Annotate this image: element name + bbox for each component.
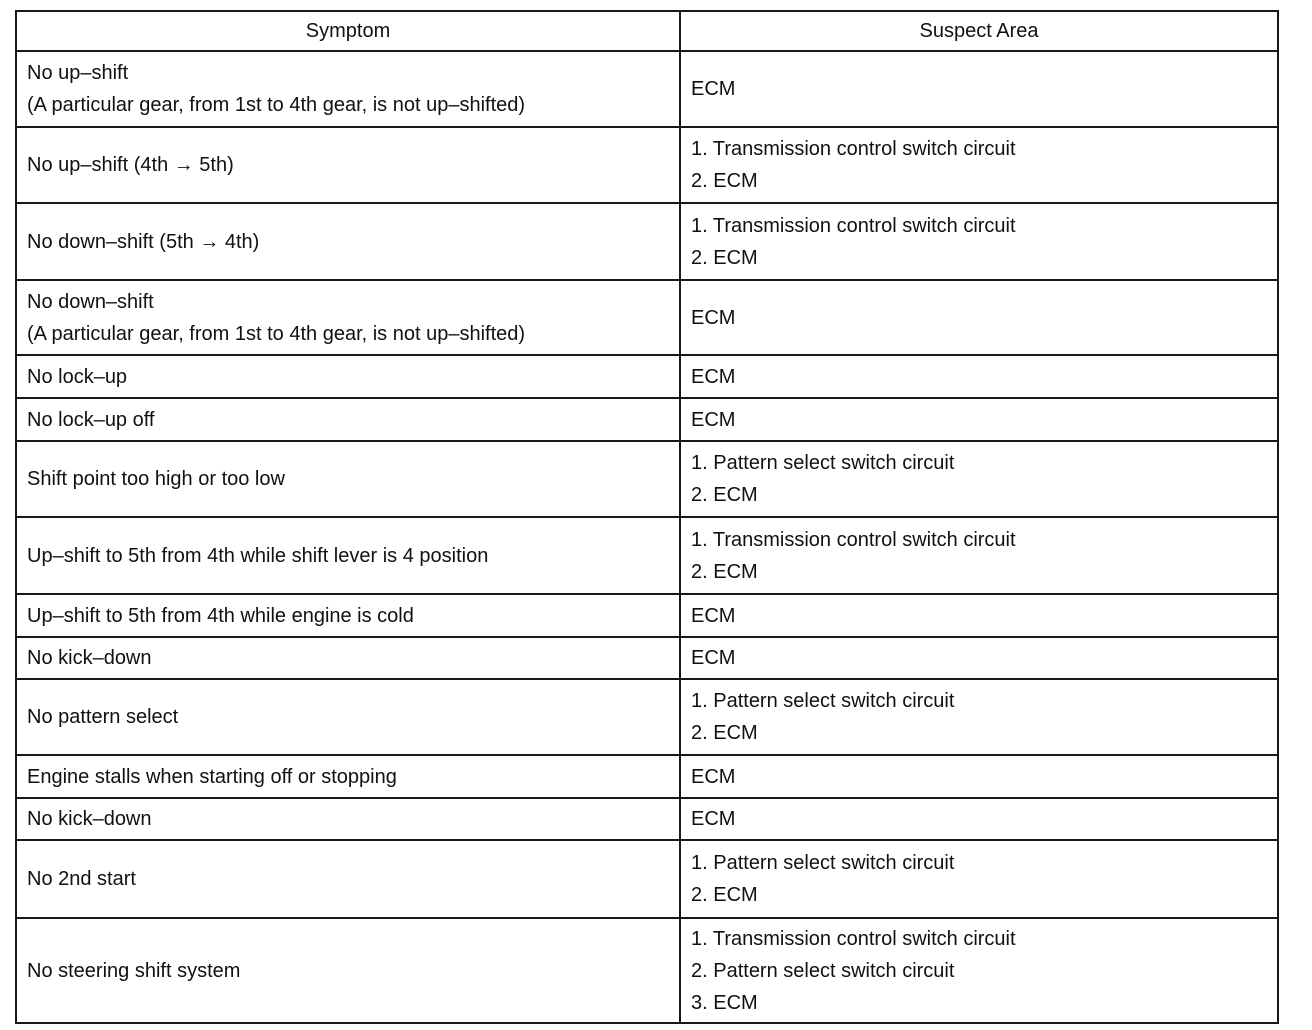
symptom-cell (16, 679, 680, 755)
suspect-area-text: ECM (691, 808, 736, 830)
symptom-cell (16, 755, 680, 798)
suspect-area-text: 1. Transmission control switch circuit (691, 138, 1016, 160)
header-symptom: Symptom (16, 11, 680, 51)
suspect-area-cell (680, 441, 1278, 517)
table-row (16, 517, 1278, 594)
table-body (16, 51, 1278, 1023)
symptom-text: No 2nd start (27, 868, 136, 890)
troubleshooting-table (15, 10, 1279, 1024)
suspect-area-text: 1. Transmission control switch circuit (691, 214, 1016, 237)
table-row (16, 798, 1278, 840)
symptom-text: Shift point too high or too low (27, 468, 285, 490)
suspect-area-text: 1. Pattern select switch circuit (691, 452, 955, 474)
symptom-cell (16, 637, 680, 679)
symptom-text: (A particular gear, from 1st to 4th gear, is not up–shifted) (27, 94, 526, 116)
symptom-cell (16, 798, 680, 840)
table-row (16, 594, 1278, 637)
symptom-cell (16, 441, 680, 517)
symptom-cell (16, 127, 680, 203)
suspect-area-text: 1. Pattern select switch circuit (691, 852, 955, 874)
symptom-text: No lock–up (27, 365, 128, 388)
table-row (16, 280, 1278, 355)
table-row (16, 679, 1278, 755)
header-suspect-area: Suspect Area (680, 11, 1278, 51)
symptom-text: No down–shift (27, 290, 154, 313)
symptom-cell (16, 51, 680, 127)
symptom-cell (16, 517, 680, 594)
symptom-text: No steering shift system (27, 959, 241, 982)
suspect-area-text: ECM (691, 647, 736, 669)
suspect-area-text: 2. ECM (691, 484, 758, 506)
suspect-area-text: ECM (691, 365, 736, 388)
symptom-text: No kick–down (27, 647, 152, 669)
table-row (16, 355, 1278, 398)
suspect-area-text: 2. ECM (691, 722, 758, 744)
suspect-area-cell (680, 798, 1278, 840)
symptom-cell (16, 203, 680, 280)
suspect-area-cell (680, 203, 1278, 280)
symptom-cell (16, 918, 680, 1023)
table-row (16, 203, 1278, 280)
symptom-text: No down–shift (5th → 4th) (27, 230, 260, 253)
suspect-area-cell (680, 51, 1278, 127)
suspect-area-cell (680, 679, 1278, 755)
suspect-area-text: 2. ECM (691, 246, 758, 269)
table-row (16, 918, 1278, 1023)
suspect-area-text: ECM (691, 604, 736, 627)
suspect-area-text: ECM (691, 306, 736, 329)
symptom-text: No lock–up off (27, 408, 155, 431)
table-row (16, 51, 1278, 127)
suspect-area-text: 3. ECM (691, 991, 758, 1014)
suspect-area-cell (680, 755, 1278, 798)
suspect-area-text: 2. ECM (691, 170, 758, 192)
symptom-text: No up–shift (27, 62, 129, 84)
suspect-area-text: 2. ECM (691, 884, 758, 906)
symptom-text: No pattern select (27, 706, 179, 728)
suspect-area-text: 1. Transmission control switch circuit (691, 528, 1016, 551)
symptom-text: No up–shift (4th → 5th) (27, 154, 234, 176)
symptom-cell (16, 355, 680, 398)
table-row (16, 127, 1278, 203)
table-row (16, 441, 1278, 517)
symptom-text: (A particular gear, from 1st to 4th gear, is not up–shifted) (27, 322, 526, 345)
suspect-area-cell (680, 918, 1278, 1023)
symptom-text: Engine stalls when starting off or stopping (27, 765, 397, 788)
suspect-area-cell (680, 594, 1278, 637)
symptom-cell (16, 280, 680, 355)
symptom-text: Up–shift to 5th from 4th while shift lever is 4 position (27, 544, 489, 567)
symptom-text: Up–shift to 5th from 4th while engine is cold (27, 604, 414, 627)
suspect-area-text: ECM (691, 408, 736, 431)
symptom-cell (16, 594, 680, 637)
table-row (16, 755, 1278, 798)
suspect-area-text: 2. Pattern select switch circuit (691, 959, 955, 982)
suspect-area-cell (680, 355, 1278, 398)
symptom-cell (16, 398, 680, 441)
suspect-area-cell (680, 398, 1278, 441)
suspect-area-cell (680, 280, 1278, 355)
suspect-area-text: ECM (691, 765, 736, 788)
table-row (16, 840, 1278, 918)
suspect-area-cell (680, 517, 1278, 594)
suspect-area-text: 1. Transmission control switch circuit (691, 927, 1016, 950)
suspect-area-text: ECM (691, 78, 736, 100)
table-header-row (16, 11, 1278, 51)
suspect-area-text: 2. ECM (691, 560, 758, 583)
symptom-text: No kick–down (27, 808, 152, 830)
suspect-area-cell (680, 127, 1278, 203)
suspect-area-cell (680, 840, 1278, 918)
suspect-area-cell (680, 637, 1278, 679)
table-row (16, 637, 1278, 679)
table-row (16, 398, 1278, 441)
suspect-area-text: 1. Pattern select switch circuit (691, 690, 955, 712)
symptom-cell (16, 840, 680, 918)
